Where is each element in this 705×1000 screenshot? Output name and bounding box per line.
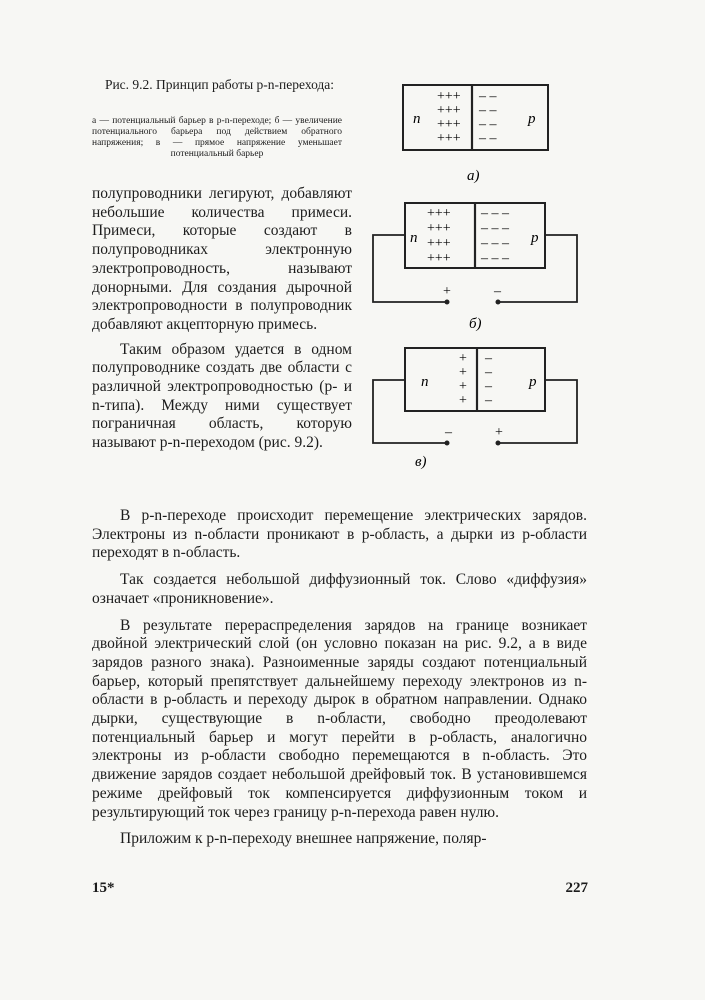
figure-sublabel: в): [415, 454, 427, 470]
column-text: [92, 185, 352, 453]
terminal-icon: [496, 441, 501, 446]
junction-box: [403, 85, 548, 150]
n-region-label: n: [410, 230, 418, 246]
positive-charge-row: +++: [427, 251, 451, 266]
minus-terminal-sign: –: [494, 284, 501, 299]
negative-charge-row: – – –: [481, 221, 509, 236]
minus-terminal-sign: –: [445, 425, 452, 440]
plus-terminal-sign: +: [443, 284, 451, 299]
paragraph: В результате перераспределения зарядов на границе возникает двойной электрический слой (он условно показан на рис. 9.2, а в виде зарядов разного знака). Разноименные заряды создают потенциальный барьер, который препятствует дальнейшему переходу электронов из n-области в p-область и переходу дырок в обратном направлении. Однако дырки, существующие в n-области, свободно преодолевают потенциальный барьер и могут перейти в p-область, аналогично электроны из p-области свободно перемещаются в n-область. Это движение зарядов создает небольшой дрейфовый ток. В установившемся режиме дрейфовый ток компенсируется диффузионным током и результирующий ток через границу p-n-перехода равен нулю.: [92, 616, 587, 821]
n-region-label: n: [421, 374, 429, 390]
signature-mark: 15*: [92, 880, 115, 896]
paragraph: полупроводники легируют, добавляют небольшие количества примеси. Примеси, которые создают в полупроводниках электронную электропроводность, называют донорными. Для создания дырочной электропроводности в полупроводник добавляют акцепторную примесь.: [92, 185, 352, 333]
figure-b-diagram: [365, 195, 590, 335]
positive-charge-row: +++: [437, 89, 461, 104]
negative-charge-row: –: [485, 379, 492, 394]
n-region-label: n: [413, 111, 421, 127]
positive-charge-row: +++: [437, 131, 461, 146]
terminal-icon: [445, 441, 450, 446]
positive-charge-row: +++: [437, 117, 461, 132]
p-region-label: p: [529, 374, 537, 390]
figure-sublabel: б): [469, 316, 482, 332]
plus-terminal-sign: +: [495, 425, 503, 440]
figure-caption-legend: а — потенциальный барьер в p-n-переходе; б — увеличение потенциального барьера под действием обратного напряжения; в — прямое напряжение уменьшает потенциальный барьер: [92, 116, 342, 159]
figure-a-diagram: [395, 80, 555, 190]
paragraph: Таким образом удается в одном полупроводнике создать две области с различной электропроводностью (p- и n-типа). Между ними существует пограничная область, которую называют p-n-переходом (рис. 9.2).: [92, 340, 352, 452]
paragraph: Так создается небольшой диффузионный ток. Слово «диффузия» означает «проникновение».: [92, 571, 587, 607]
negative-charge-row: – –: [479, 89, 497, 104]
positive-charge-row: +: [459, 379, 467, 394]
negative-charge-row: – –: [479, 103, 497, 118]
paragraph: Приложим к p-n-переходу внешнее напряжение, поляр-: [120, 830, 487, 848]
positive-charge-row: +: [459, 365, 467, 380]
negative-charge-row: – – –: [481, 206, 509, 221]
figure-c-diagram: [365, 340, 590, 475]
negative-charge-row: – –: [479, 117, 497, 132]
positive-charge-row: +: [459, 351, 467, 366]
page-number: 227: [565, 880, 588, 896]
figure-sublabel: а): [467, 168, 480, 184]
negative-charge-row: –: [485, 351, 492, 366]
positive-charge-row: +++: [427, 221, 451, 236]
figure-caption-title: Рис. 9.2. Принцип работы p-n-перехода:: [104, 77, 335, 92]
terminal-icon: [496, 300, 501, 305]
positive-charge-row: +++: [427, 206, 451, 221]
negative-charge-row: – –: [479, 131, 497, 146]
positive-charge-row: +++: [427, 236, 451, 251]
negative-charge-row: – – –: [481, 236, 509, 251]
p-region-label: p: [531, 230, 539, 246]
paragraph: В p-n-переходе происходит перемещение электрических зарядов. Электроны из n-области проникают в p-область, а дырки из p-области переходят в n-область.: [92, 507, 587, 562]
positive-charge-row: +++: [437, 103, 461, 118]
negative-charge-row: –: [485, 393, 492, 408]
negative-charge-row: – – –: [481, 251, 509, 266]
terminal-icon: [445, 300, 450, 305]
positive-charge-row: +: [459, 393, 467, 408]
p-region-label: p: [528, 111, 536, 127]
negative-charge-row: –: [485, 365, 492, 380]
main-text: [92, 507, 587, 849]
